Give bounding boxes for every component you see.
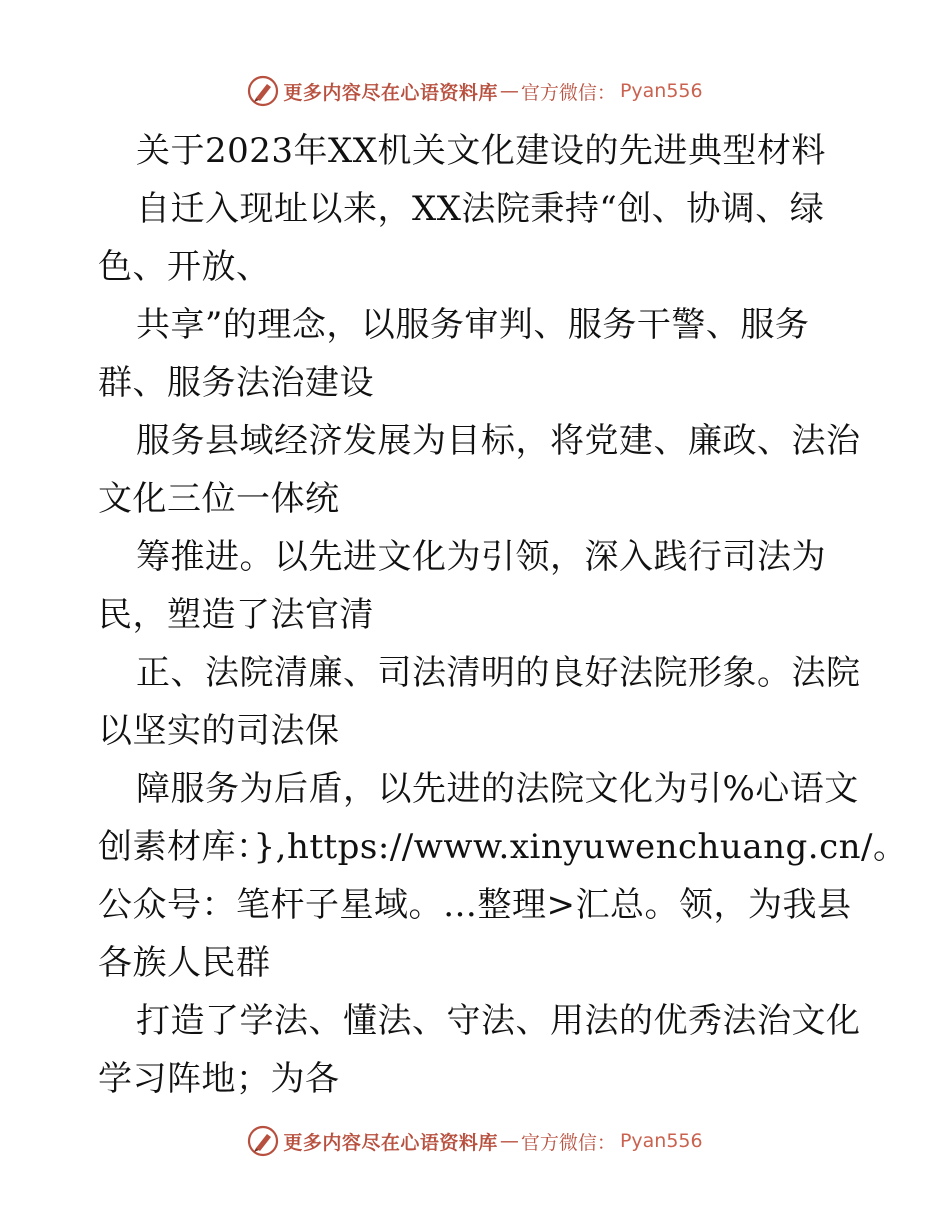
- paragraph-line: 各族人民群: [98, 943, 271, 983]
- paragraph-line: 创素材库：},https://www.xinyuwenchuang.cn/。: [98, 827, 908, 867]
- banner-text: 更多内容尽在心语资料库: [283, 1131, 498, 1154]
- paragraph-line: 共享”的理念，以服务审判、服务干警、服务: [136, 305, 810, 345]
- banner-separator: —: [499, 80, 519, 102]
- banner-text: 更多内容尽在心语资料库: [283, 81, 498, 104]
- banner-wechat-id: Pyan556: [619, 1130, 703, 1152]
- banner-wechat-id: Pyan556: [619, 80, 703, 102]
- paragraph-line: 正、法院清廉、司法清明的良好法院形象。法院: [136, 653, 861, 693]
- paragraph-line: 民，塑造了法官清: [98, 595, 374, 635]
- paragraph-line: 文化三位一体统: [98, 479, 340, 519]
- document-body: [98, 122, 908, 1108]
- header-watermark-banner: [0, 71, 950, 111]
- paragraph-line: 公众号：笔杆子星域。…整理>汇总。领，为我县: [98, 885, 852, 925]
- paragraph-line: 自迁入现址以来，XX法院秉持“创、协调、绿: [136, 189, 825, 229]
- paragraph-line: 以坚实的司法保: [98, 711, 340, 751]
- paragraph-line: 服务县域经济发展为目标，将党建、廉政、法治: [136, 421, 861, 461]
- paragraph-line: 群、服务法治建设: [98, 363, 374, 403]
- paragraph-line: 学习阵地；为各: [98, 1059, 340, 1099]
- pen-nib-logo-icon: [247, 1125, 279, 1157]
- document-title: 关于2023年XX机关文化建设的先进典型材料: [136, 131, 826, 171]
- banner-separator: —: [499, 1130, 519, 1152]
- footer-watermark-banner: [0, 1121, 950, 1161]
- pen-nib-logo-icon: [247, 75, 279, 107]
- paragraph-line: 色、开放、: [98, 247, 271, 287]
- paragraph-line: 障服务为后盾，以先进的法院文化为引%心语文: [136, 769, 859, 809]
- paragraph-line: 筹推进。以先进文化为引领，深入践行司法为: [136, 537, 826, 577]
- banner-wechat-label: 官方微信：: [520, 1131, 616, 1154]
- banner-wechat-label: 官方微信：: [520, 81, 616, 104]
- paragraph-line: 打造了学法、懂法、守法、用法的优秀法治文化: [136, 1001, 861, 1041]
